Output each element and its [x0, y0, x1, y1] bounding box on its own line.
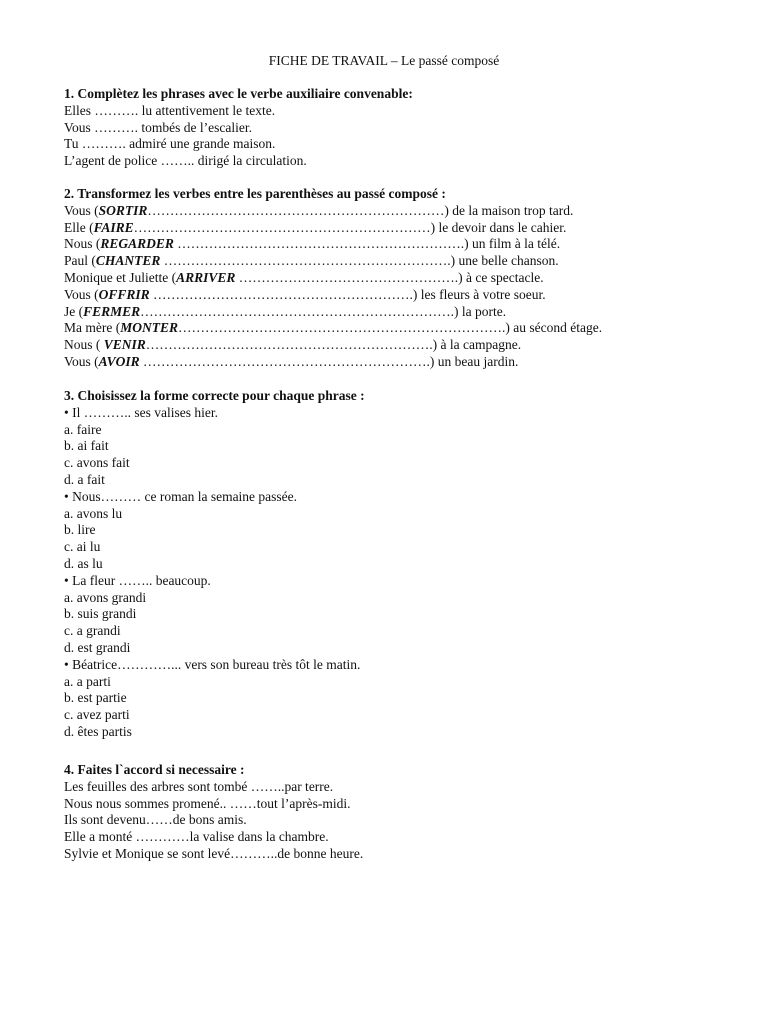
infinitive-verb: FAIRE: [93, 219, 134, 235]
sentence-end: ……………………………………………………….) un beau jardin.: [139, 353, 519, 369]
section-2: [64, 186, 602, 371]
sentence-end: …………………………………………………………) de la maison trop tard.: [147, 202, 574, 218]
sentence-start: Vous (: [64, 202, 99, 218]
sentence-end: ……………………………………………………….) une belle chanson.: [160, 253, 559, 269]
sentence-start: Nous (: [64, 337, 104, 353]
exercise-line: Vous ………. tombés de l’escalier.: [64, 119, 252, 135]
infinitive-verb: AVOIR: [98, 353, 140, 369]
exercise-line: Les feuilles des arbres sont tombé ……..par terre.: [64, 778, 334, 794]
question-line: • La fleur …….. beaucoup.: [64, 572, 211, 588]
infinitive-verb: VENIR: [103, 337, 146, 353]
exercise-line: [64, 320, 602, 337]
question-line: • Nous……… ce roman la semaine passée.: [64, 488, 298, 504]
exercise-line: [64, 304, 602, 321]
sentence-end: ……………………………………………………….) à la campagne.: [145, 337, 522, 353]
infinitive-verb: ARRIVER: [176, 269, 236, 285]
sentence-start: Ma mère (: [64, 320, 121, 336]
answer-option: c. ai lu: [64, 539, 101, 555]
infinitive-verb: FERMER: [83, 303, 141, 319]
answer-option: b. est partie: [64, 690, 127, 706]
exercise-line: Tu ………. admiré une grande maison.: [64, 136, 276, 152]
answer-option: a. faire: [64, 421, 102, 437]
section-4: [64, 762, 363, 863]
section-3: [64, 388, 365, 741]
exercise-line: [64, 354, 602, 371]
infinitive-verb: MONTER: [120, 320, 178, 336]
question-line: • Béatrice…………... vers son bureau très tôt le matin.: [64, 656, 361, 672]
answer-option: b. suis grandi: [64, 606, 137, 622]
infinitive-verb: CHANTER: [95, 253, 161, 269]
answer-option: c. a grandi: [64, 623, 121, 639]
sentence-end: …………………………………………………………) le devoir dans le cahier.: [133, 219, 567, 235]
answer-option: d. as lu: [64, 555, 103, 571]
sentence-start: Monique et Juliette (: [64, 269, 177, 285]
answer-option: c. avons fait: [64, 455, 130, 471]
sentence-start: Je (: [64, 303, 84, 319]
exercise-line: [64, 253, 602, 270]
exercise-line: [64, 236, 602, 253]
exercise-line: [64, 270, 602, 287]
worksheet-title: FICHE DE TRAVAIL – Le passé composé: [268, 53, 500, 68]
exercise-line: Nous nous sommes promené.. ……tout l’après-midi.: [64, 795, 351, 811]
exercise-line: [64, 337, 602, 354]
exercise-line: L’agent de police …….. dirigé la circulation.: [64, 153, 307, 169]
answer-option: a. avons grandi: [64, 589, 147, 605]
infinitive-verb: SORTIR: [98, 202, 148, 218]
question-line: • Il ……….. ses valises hier.: [64, 404, 218, 420]
section-3-heading: 3. Choisissez la forme correcte pour chaque phrase :: [64, 388, 365, 403]
section-1-heading: 1. Complètez les phrases avec le verbe auxiliaire convenable:: [64, 86, 413, 101]
exercise-line: Sylvie et Monique se sont levé………..de bonne heure.: [64, 845, 364, 861]
infinitive-verb: OFFRIR: [98, 286, 150, 302]
sentence-end: ……………………………………………………………….) au sécond étage.: [178, 320, 603, 336]
exercise-line: Ils sont devenu……de bons amis.: [64, 812, 247, 828]
answer-option: b. lire: [64, 522, 96, 538]
sentence-start: Nous (: [64, 236, 101, 252]
sentence-end: ………………………………………….) à ce spectacle.: [235, 269, 544, 285]
exercise-line: [64, 203, 602, 220]
exercise-line: [64, 220, 602, 237]
answer-option: a. avons lu: [64, 505, 123, 521]
answer-option: d. êtes partis: [64, 723, 132, 739]
sentence-end: …………………………………………………………….) la porte.: [140, 303, 507, 319]
answer-option: d. est grandi: [64, 639, 131, 655]
exercise-line: Elles ………. lu attentivement le texte.: [64, 102, 276, 118]
section-1: [64, 86, 413, 170]
answer-option: a. a parti: [64, 673, 111, 689]
section-4-heading: 4. Faites l`accord si necessaire :: [64, 762, 245, 777]
answer-option: b. ai fait: [64, 438, 109, 454]
sentence-end: ………………………………………………….) les fleurs à votre soeur.: [149, 286, 546, 302]
section-2-heading: 2. Transformez les verbes entre les parenthèses au passé composé :: [64, 186, 446, 201]
sentence-start: Paul (: [64, 253, 96, 269]
sentence-end: ……………………………………………………….) un film à la télé.: [173, 236, 561, 252]
sentence-start: Vous (: [64, 286, 99, 302]
exercise-line: [64, 287, 602, 304]
sentence-start: Elle (: [64, 219, 94, 235]
exercise-line: Elle a monté …………la valise dans la chambre.: [64, 829, 329, 845]
infinitive-verb: REGARDER: [100, 236, 174, 252]
answer-option: d. a fait: [64, 471, 105, 487]
answer-option: c. avez parti: [64, 707, 130, 723]
sentence-start: Vous (: [64, 353, 99, 369]
